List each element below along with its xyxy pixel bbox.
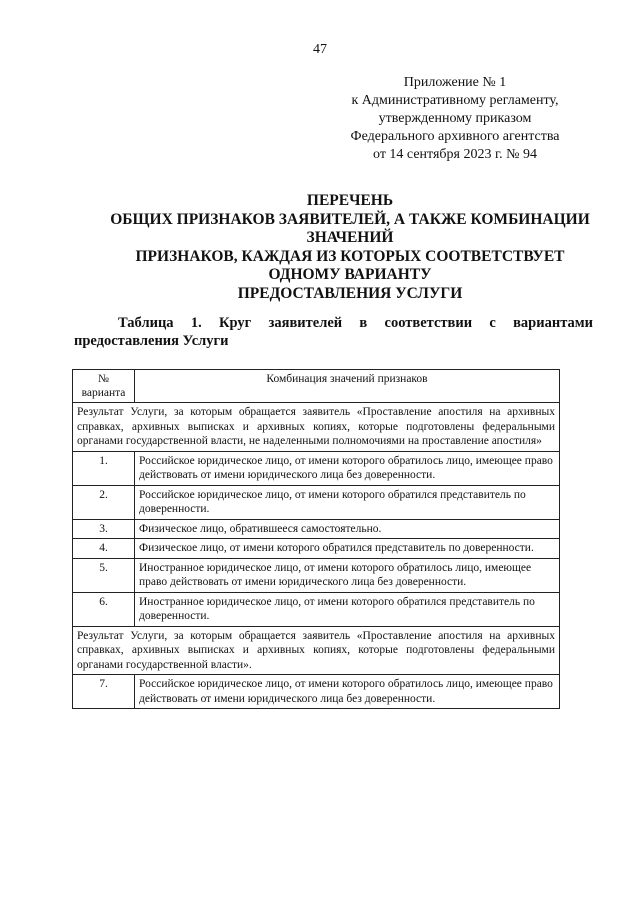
variant-number: 4. [73, 539, 135, 559]
result-description: Результат Услуги, за которым обращается заявитель «Проставление апостиля на архивных справках, архивных выписках и архивных копиях, которые подготовлены федеральными органами государственной власти, не наделенными полномочиями на проставление апостиля» [73, 403, 560, 452]
appendix-header [330, 74, 580, 164]
appendix-line: Приложение № 1 [403, 75, 507, 90]
table-caption [74, 314, 593, 350]
document-title [100, 192, 600, 303]
variant-description: Российское юридическое лицо, от имени которого обратилось лицо, имеющее право действовать от имени юридического лица без доверенности. [135, 451, 560, 485]
variant-description: Российское юридическое лицо, от имени которого обратилось лицо, имеющее право действовать от имени юридического лица без доверенности. [135, 675, 560, 709]
variant-description: Иностранное юридическое лицо, от имени которого обратился представитель по доверенности. [135, 592, 560, 626]
title-line: ПЕРЕЧЕНЬ [306, 192, 394, 209]
variant-number: 6. [73, 592, 135, 626]
table-row [73, 519, 560, 539]
title-line: ПРЕДОСТАВЛЕНИЯ УСЛУГИ [237, 284, 463, 302]
appendix-line: от 14 сентября 2023 г. № 94 [373, 147, 537, 162]
variant-number: 3. [73, 519, 135, 539]
variants-table [72, 369, 560, 709]
title-line: ОБЩИХ ПРИЗНАКОВ ЗАЯВИТЕЛЕЙ, А ТАКЖЕ КОМБИНАЦИИ [110, 210, 590, 228]
table-row [73, 558, 560, 592]
variant-description: Физическое лицо, обратившееся самостоятельно. [135, 519, 560, 539]
title-line: ПРИЗНАКОВ, КАЖДАЯ ИЗ КОТОРЫХ СООТВЕТСТВУЕТ [135, 247, 565, 265]
caption-line: Таблица 1. Круг заявителей в соответствии с вариантами [118, 315, 593, 331]
table-row [73, 592, 560, 626]
header-variant-number: № варианта [73, 370, 135, 403]
table-header-row [73, 370, 560, 403]
table-row [73, 485, 560, 519]
variant-number: 1. [73, 451, 135, 485]
appendix-line: Федерального архивного агентства [350, 129, 560, 144]
title-line: ОДНОМУ ВАРИАНТУ [268, 266, 432, 283]
result-row [73, 626, 560, 675]
caption-line: предоставления Услуги [74, 333, 229, 349]
table-row [73, 675, 560, 709]
variant-number: 7. [73, 675, 135, 709]
variant-description: Российское юридическое лицо, от имени которого обратился представитель по доверенности. [135, 485, 560, 519]
result-row [73, 403, 560, 452]
header-combination: Комбинация значений признаков [135, 370, 560, 403]
variant-number: 5. [73, 558, 135, 592]
table-row [73, 539, 560, 559]
page-number: 47 [313, 42, 327, 57]
appendix-line: к Административному регламенту, [351, 93, 559, 108]
variant-description: Физическое лицо, от имени которого обратился представитель по доверенности. [135, 539, 560, 559]
title-line: ЗНАЧЕНИЙ [306, 229, 394, 246]
table-row [73, 451, 560, 485]
variant-description: Иностранное юридическое лицо, от имени которого обратилось лицо, имеющее право действовать от имени юридического лица без доверенности. [135, 558, 560, 592]
variant-number: 2. [73, 485, 135, 519]
result-description: Результат Услуги, за которым обращается заявитель «Проставление апостиля на архивных справках, архивных выписках и архивных копиях, которые подготовлены федеральными органами государственной власти». [73, 626, 560, 675]
appendix-line: утвержденному приказом [378, 111, 532, 126]
